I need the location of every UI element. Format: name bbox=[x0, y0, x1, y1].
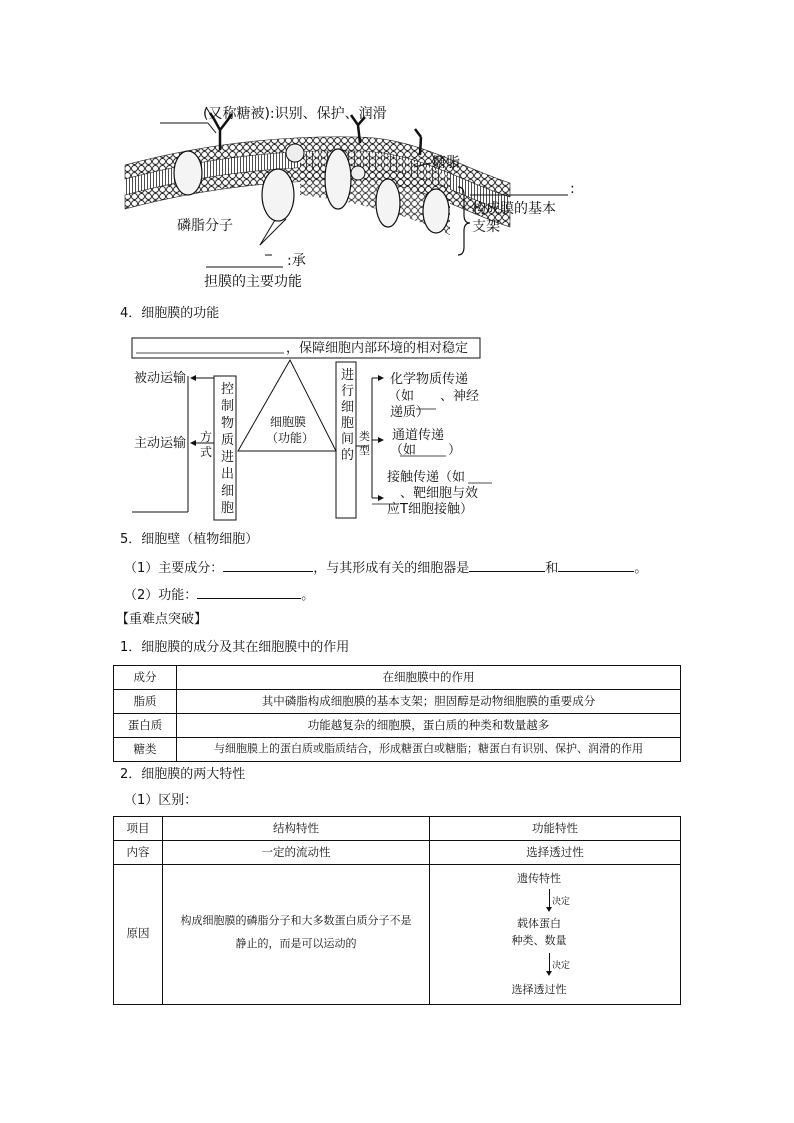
method-label: 方式 bbox=[200, 430, 213, 459]
control-char: 细 bbox=[221, 484, 235, 499]
chem-line-2: （如 bbox=[388, 389, 415, 404]
cell-membrane-illustration bbox=[110, 95, 600, 295]
key-points-heading: 【重难点突破】 bbox=[116, 612, 208, 627]
table2-header-structural: 结构特性 bbox=[273, 821, 319, 835]
control-char: 制 bbox=[221, 399, 235, 414]
chem-line-4: 递质） bbox=[390, 405, 430, 420]
table2-reason-label: 原因 bbox=[126, 926, 150, 940]
blank-organelle-1[interactable] bbox=[469, 558, 545, 572]
comm-char: 细 bbox=[341, 400, 355, 415]
bilayer-label: 构成膜的基本 bbox=[472, 201, 556, 217]
glycolipid-label: 糖脂 bbox=[432, 155, 460, 171]
control-char: 胞 bbox=[221, 501, 235, 516]
comm-char: 间 bbox=[341, 432, 355, 447]
key-point-2: 2．细胞膜的两大特性 bbox=[120, 767, 246, 782]
properties-table bbox=[113, 816, 681, 1005]
center-label-1: 细胞膜 bbox=[270, 415, 307, 429]
contact-line-1: 接触传递（如 bbox=[387, 470, 466, 485]
channel-line-2: （如 bbox=[390, 443, 417, 458]
control-char: 控 bbox=[221, 382, 235, 397]
control-char: 质 bbox=[221, 433, 235, 448]
glycocalyx-label: (又称糖被):识别、保护、润滑 bbox=[203, 106, 387, 122]
comm-char: 的 bbox=[341, 448, 355, 463]
top-box-text: ，保障细胞内部环境的相对稳定 bbox=[286, 341, 469, 356]
contact-line-2: 、靶细胞与效 bbox=[400, 486, 479, 501]
flow-arrow-2 bbox=[549, 953, 550, 973]
table1-row-sugar-name: 糖类 bbox=[133, 742, 157, 756]
membrane-figure bbox=[110, 95, 600, 295]
table2-header-functional: 功能特性 bbox=[532, 821, 578, 835]
section5-heading: 5．细胞壁（植物细胞） bbox=[120, 532, 259, 547]
active-transport: 主动运输 bbox=[134, 436, 187, 451]
bilayer-colon: : bbox=[570, 181, 575, 197]
key-point-1: 1．细胞膜的成分及其在细胞膜中的作用 bbox=[120, 640, 350, 655]
chem-line-3: 、神经 bbox=[440, 389, 480, 404]
blank-organelle-2[interactable] bbox=[558, 558, 634, 572]
chem-line-1: 化学物质传递 bbox=[390, 372, 469, 387]
table2-reason-structural-1: 构成细胞膜的磷脂分子和大多数蛋白质分子不是 bbox=[180, 914, 412, 927]
protein-label-b: 担膜的主要功能 bbox=[204, 274, 302, 290]
contact-line-3: 应T细胞接触） bbox=[387, 502, 473, 517]
control-char: 进 bbox=[221, 450, 235, 465]
table1-header-component: 成分 bbox=[133, 670, 157, 684]
flow-mid-1: 载体蛋白 bbox=[517, 917, 561, 930]
blank-function[interactable] bbox=[197, 585, 301, 599]
channel-line-1: 通道传递 bbox=[392, 428, 445, 443]
type-label: 类型 bbox=[359, 430, 370, 457]
table2-reason-structural-2: 静止的，而是可以运动的 bbox=[235, 937, 357, 950]
table1-row-lipid-name: 脂质 bbox=[133, 694, 157, 708]
flow-arrow1-label: 决定 bbox=[552, 897, 571, 907]
control-char: 物 bbox=[221, 416, 235, 431]
blank-component[interactable] bbox=[223, 558, 313, 572]
table1-row-sugar-role: 与细胞膜上的蛋白质或脂质结合，形成糖蛋白或糖脂；糖蛋白有识别、保护、润滑的作用 bbox=[214, 742, 643, 755]
comm-char: 行 bbox=[341, 384, 355, 399]
table1-row-protein-role: 功能越复杂的细胞膜，蛋白质的种类和数量越多 bbox=[307, 718, 550, 732]
table1-row-lipid-role: 其中磷脂构成细胞膜的基本支架；胆固醇是动物细胞膜的重要成分 bbox=[261, 694, 596, 708]
protein-label-a: :承 bbox=[287, 253, 306, 269]
table1-row-protein-name: 蛋白质 bbox=[127, 718, 163, 732]
bilayer-label-2: 支架 bbox=[472, 219, 500, 235]
passive-transport: 被动运输 bbox=[134, 371, 187, 386]
flow-mid-2: 种类、数量 bbox=[511, 934, 567, 947]
section4-heading: 4．细胞膜的功能 bbox=[120, 306, 220, 321]
table2-content-functional: 选择透过性 bbox=[526, 845, 584, 859]
table1-header-role: 在细胞膜中的作用 bbox=[382, 670, 475, 684]
flow-arrow-1 bbox=[549, 889, 550, 909]
flow-arrow2-label: 决定 bbox=[552, 961, 571, 971]
components-table bbox=[113, 665, 681, 762]
flow-top: 遗传特性 bbox=[517, 872, 561, 885]
phospholipid-label: 磷脂分子 bbox=[177, 218, 233, 234]
control-char: 出 bbox=[221, 467, 235, 482]
table2-content-structural: 一定的流动性 bbox=[261, 845, 331, 859]
center-label-2: （功能） bbox=[266, 431, 315, 445]
cell-wall-line2: （2）功能： 。 bbox=[124, 585, 314, 604]
table2-header-item: 项目 bbox=[126, 821, 150, 835]
channel-line-3: ） bbox=[448, 443, 462, 458]
flow-bottom: 选择透过性 bbox=[511, 983, 567, 996]
comm-char: 进 bbox=[341, 368, 355, 383]
key-point-2-sub: （1）区别： bbox=[124, 793, 198, 808]
cell-wall-line1: （1）主要成分： ，与其形成有关的细胞器是 和 。 bbox=[124, 558, 647, 577]
table2-content-label: 内容 bbox=[126, 845, 150, 859]
comm-char: 胞 bbox=[341, 416, 355, 431]
